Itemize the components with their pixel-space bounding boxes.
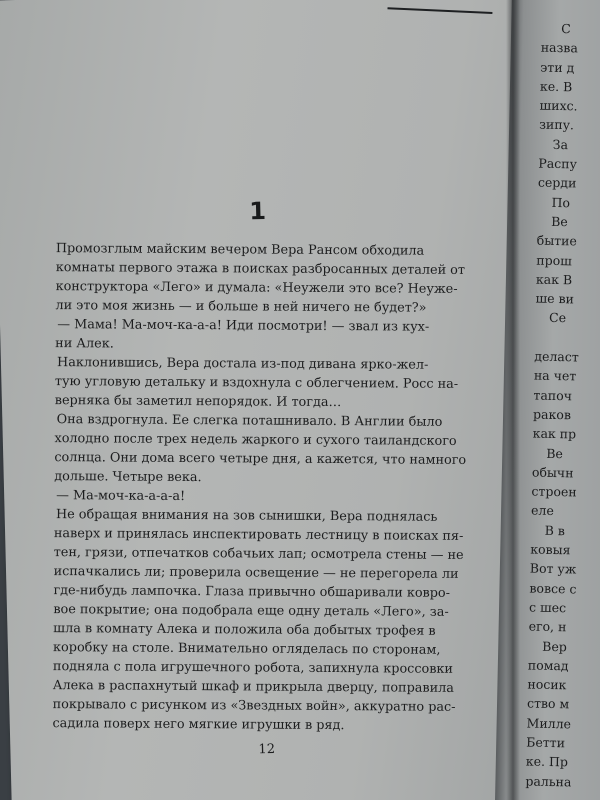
text-line: ше ви <box>535 290 575 307</box>
text-line: как В <box>535 271 573 288</box>
text-line: ковыя <box>530 541 571 558</box>
text-line: ли это моя жизнь — и больше в ней ничего не будет?» <box>55 298 427 316</box>
page-number: 12 <box>258 741 276 758</box>
text-line: Бетти <box>526 734 566 751</box>
text-line: на чет <box>533 367 577 384</box>
text-line: эти д <box>540 59 575 75</box>
text-line: ство м <box>526 695 570 712</box>
text-line: дольше. Четыре века. <box>54 469 202 486</box>
text-line: испачкались ли; проверила освещение — не перегорела ли <box>53 564 459 582</box>
text-line: ни Алек. <box>55 336 114 352</box>
text-line: с шес <box>528 599 567 616</box>
text-line: садила поверх него мягкие игрушки в ряд. <box>52 716 345 734</box>
text-line: — Ма-моч-ка-а-а-а! <box>56 488 186 504</box>
right-page-text <box>525 19 588 792</box>
text-line: С <box>561 21 571 37</box>
text-line: его, н <box>528 618 567 635</box>
text-line: Наклонившись, Вера достала из-под дивана ярко-жел- <box>57 355 429 373</box>
text-line: ке. В <box>539 78 573 95</box>
text-line: вовсе с <box>529 580 577 597</box>
text-line: назва <box>540 39 579 56</box>
text-line: Ве <box>546 445 564 461</box>
text-line: За <box>552 136 569 152</box>
text-line: тен, грязи, отпечатков собачьих лап; осмотрела стены — не <box>53 545 464 563</box>
page-top-rule <box>387 7 492 14</box>
text-line: Ве <box>551 213 568 230</box>
text-line: обычн <box>531 464 574 481</box>
text-line: Вот уж <box>529 560 577 577</box>
text-line: солнца. Они дома всего четыре дня, а кажется, что намного <box>54 450 467 468</box>
text-line: покрывало с рисунком из «Звездных войн», аккуратно рас- <box>52 697 456 715</box>
text-line: конструктора «Лего» и думала: «Неужели это все? Неуже- <box>55 279 458 297</box>
text-line: комнаты первого этажа в поисках разбросанных деталей от <box>55 260 466 278</box>
text-line: как пр <box>532 425 577 442</box>
text-line: вое покрытие; она подобрала еще одну деталь «Лего», за- <box>53 602 449 620</box>
text-line: ральна <box>525 773 572 789</box>
text-line: коробку на столе. Внимательно огляделась по сторонам, <box>53 640 441 658</box>
text-line: шла в комнату Алека и положила оба добытых трофея в <box>53 621 436 639</box>
text-line: Она вздрогнула. Ее слегка поташнивало. В Англии было <box>56 412 443 430</box>
text-line: шихс. <box>539 97 578 114</box>
book-gutter-shadow <box>506 0 520 800</box>
text-line: прош <box>536 252 572 268</box>
text-line: где-нибудь лампочка. Глаза привычно обшаривали ковро- <box>53 583 451 601</box>
text-line: верняка бы заметил непорядок. И тогда… <box>54 393 342 411</box>
text-line: Промозглым майским вечером Вера Рансом обходила <box>55 241 425 259</box>
text-line: Милле <box>526 715 572 732</box>
text-line: ке. Пр <box>525 753 569 770</box>
text-line: зипу. <box>539 117 575 133</box>
text-line: раков <box>532 406 572 423</box>
text-line: тапоч <box>533 387 573 403</box>
text-line: Вер <box>542 638 568 654</box>
text-line: Распу <box>538 155 578 172</box>
text-line: Алека в распахнутый шкаф и прикрыла дверцу, поправила <box>52 678 454 696</box>
text-line: деласт <box>534 348 579 365</box>
text-line: подняла с пола игрушечного робота, запихнула кроссовки <box>52 659 454 677</box>
text-line: серди <box>537 174 577 191</box>
text-line: еле <box>530 502 555 519</box>
chapter-text <box>52 239 487 736</box>
text-line: наверх и принялась инспектировать лестницу в поисках пя- <box>53 526 464 544</box>
text-line: помад <box>527 657 569 674</box>
text-line: холодно после трех недель жаркого и сухого таиландского <box>54 431 457 449</box>
text-line: По <box>551 194 571 210</box>
text-line: бытие <box>536 232 578 249</box>
text-line: тую угловую детальку и вздохнула с облегчением. Росс на- <box>54 374 459 392</box>
text-line: строен <box>531 483 577 500</box>
text-line: В в <box>544 522 566 538</box>
text-line: Се <box>548 310 567 326</box>
text-line <box>535 327 582 347</box>
chapter-number: 1 <box>248 196 267 226</box>
text-line: носик <box>527 676 567 693</box>
text-line: Не обращая внимания на зов сынишки, Вера поднялась <box>55 507 438 525</box>
text-line: — Мама! Ма-моч-ка-а-а! Иди посмотри! — звал из кух- <box>57 317 430 335</box>
